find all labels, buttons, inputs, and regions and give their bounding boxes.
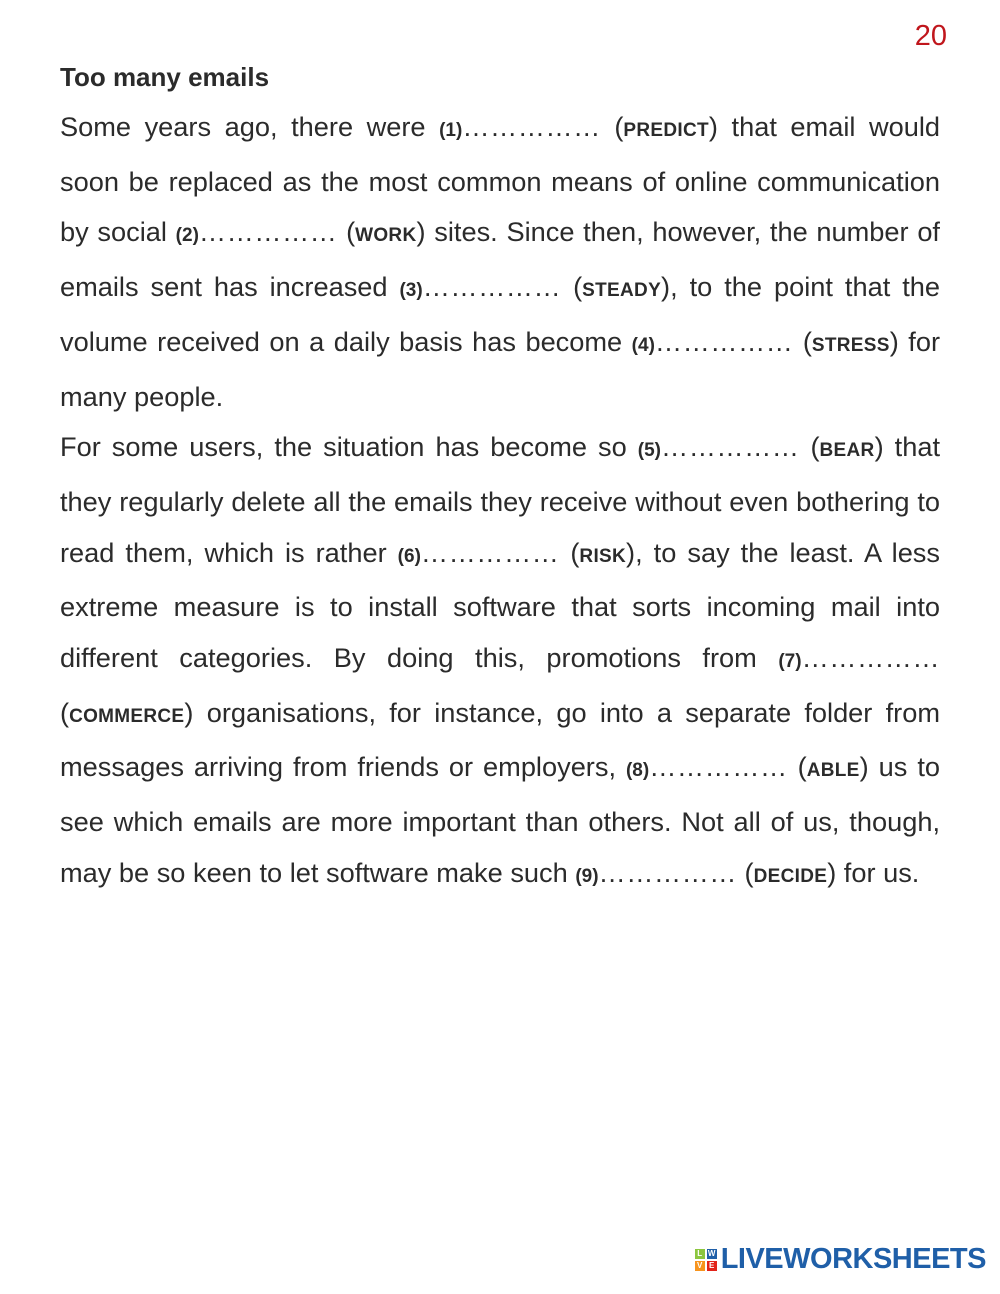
gap-number-1: (1) [439, 120, 463, 141]
worksheet-title: Too many emails [60, 62, 270, 92]
gap-6[interactable]: …………… [420, 536, 560, 568]
gap-7[interactable]: …………… [801, 642, 940, 674]
paren-close: ) [859, 751, 869, 783]
paragraph-2 [60, 422, 940, 902]
text: that they regularly delete all the emails they receive without even bothering to read them, which is rather [60, 431, 941, 568]
keyword-2: WORK [355, 225, 417, 247]
paren-open: ( [793, 325, 812, 357]
paren-close: ) [626, 536, 636, 568]
keyword-4: STRESS [811, 334, 890, 356]
paren-close: ) [708, 111, 718, 142]
paren-close: ) [889, 325, 899, 357]
text: For some users, the situation has become so [60, 431, 638, 463]
keyword-7: COMMERCE [69, 705, 185, 727]
text: us to see which emails are more important than others. Not all of us, though, may be so keen to let software make such [60, 751, 940, 888]
keyword-9: DECIDE [753, 865, 828, 887]
gap-1[interactable]: …………… [462, 111, 601, 142]
paren-open: ( [787, 751, 807, 783]
worksheet-content [60, 58, 940, 903]
paren-open: ( [600, 111, 624, 142]
text: , to say the least. A less extreme measure is to install software that sorts incoming mail into different categories. By doing this, promotions from [60, 536, 940, 674]
text: , to the point that the volume received on a daily basis has become [60, 271, 940, 357]
text: organisations, for instance, go into a separate folder from messages arriving from friends or employers, [60, 696, 940, 783]
logo-mark-cell: L [695, 1249, 705, 1259]
paren-close: ) [416, 216, 426, 248]
gap-number-5: (5) [637, 440, 662, 462]
logo-mark-icon [695, 1249, 717, 1271]
gap-number-3: (3) [399, 280, 423, 302]
paren-open: ( [799, 431, 820, 463]
paren-close: ) [661, 271, 671, 303]
paren-close: ) [827, 856, 837, 888]
gap-2[interactable]: …………… [198, 216, 338, 248]
text: that email would soon be replaced as the most common means of online communication by social [60, 111, 940, 248]
text: for us. [836, 856, 920, 888]
text: sites. Since then, however, the number of emails sent has increased [60, 216, 940, 303]
paren-open: ( [337, 216, 356, 248]
paren-close: ) [874, 431, 884, 463]
gap-number-6: (6) [397, 545, 421, 567]
logo-mark-cell: V [695, 1261, 705, 1271]
paren-open: ( [736, 856, 754, 888]
keyword-8: ABLE [806, 760, 860, 782]
gap-9[interactable]: …………… [598, 856, 737, 888]
logo-mark-cell: E [707, 1261, 717, 1271]
keyword-3: STEADY [582, 280, 662, 302]
paren-open: ( [561, 271, 583, 303]
paragraph-1 [60, 102, 940, 422]
page-number: 20 [914, 20, 947, 52]
gap-3[interactable]: …………… [422, 271, 562, 303]
keyword-5: BEAR [819, 440, 875, 462]
keyword-6: RISK [579, 545, 627, 567]
gap-8[interactable]: …………… [649, 751, 788, 783]
logo-text: LIVEWORKSHEETS [720, 1243, 986, 1275]
liveworksheets-logo [695, 1243, 986, 1276]
paren-close: ) [184, 696, 194, 728]
keyword-1: PREDICT [623, 120, 709, 141]
text: Some years ago, there were [60, 111, 440, 142]
logo-mark-cell: W [707, 1248, 716, 1258]
gap-number-4: (4) [631, 334, 655, 356]
paren-open: ( [559, 536, 580, 568]
gap-number-7: (7) [778, 651, 802, 673]
gap-number-2: (2) [175, 225, 199, 247]
gap-number-9: (9) [575, 865, 599, 887]
gap-number-8: (8) [625, 760, 650, 782]
text: for many people. [60, 325, 941, 412]
paren-open: ( [60, 696, 70, 728]
gap-5[interactable]: …………… [661, 431, 800, 463]
gap-4[interactable]: …………… [654, 325, 794, 357]
